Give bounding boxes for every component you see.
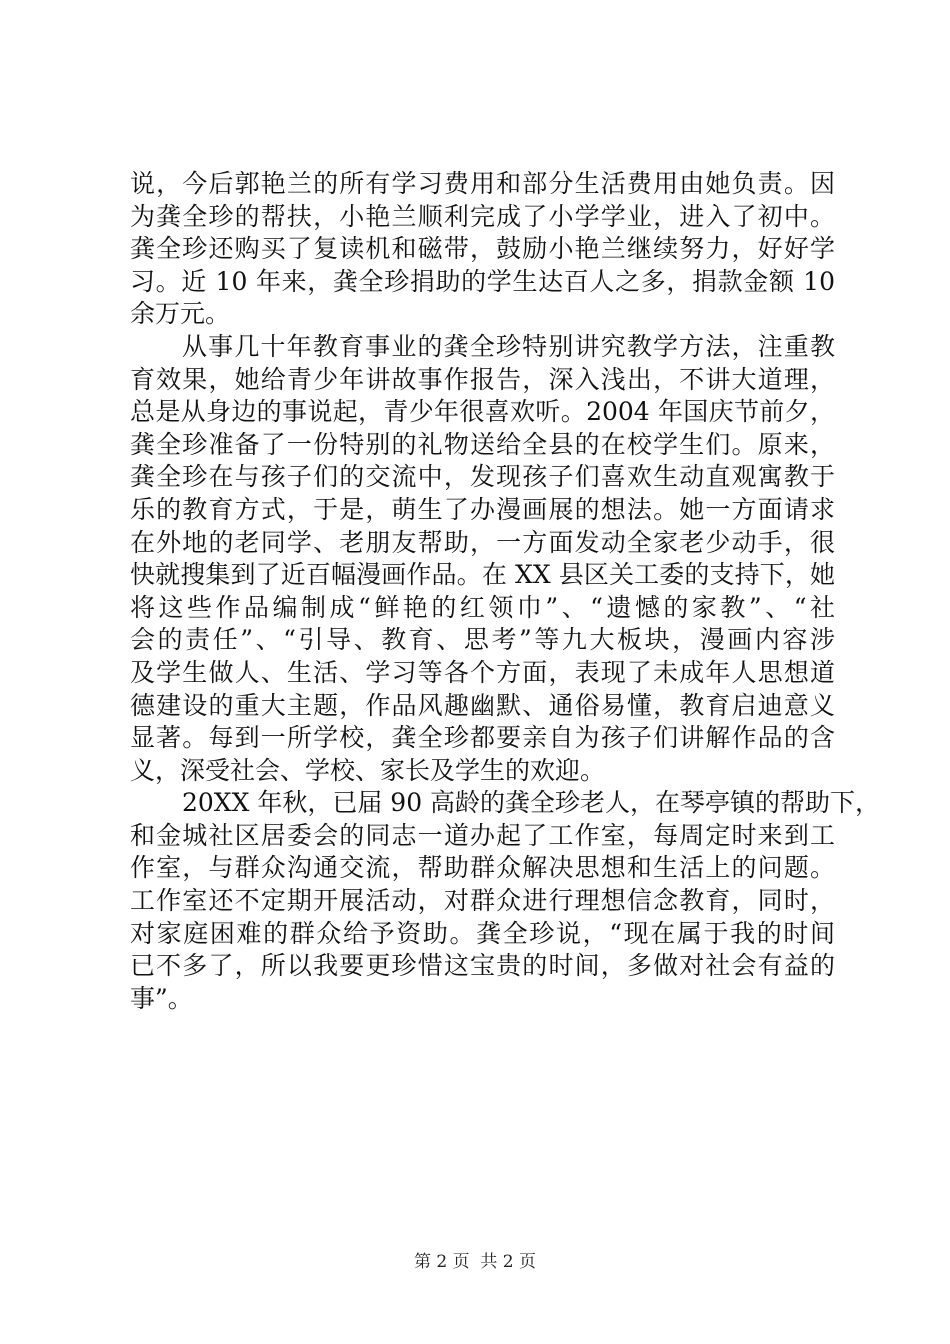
page-footer: 第 2 页 共 2 页 — [413, 1252, 537, 1272]
text-line: 20XX 年秋，已届 90 高龄的龚全珍老人，在琴亭镇的帮助下， — [182, 788, 881, 818]
text-line: 育效果，她给青少年讲故事作报告，深入浅出，不讲大道理， — [130, 364, 835, 394]
text-line: 习。近 10 年来，龚全珍捐助的学生达百人之多，捐款金额 10 — [130, 266, 835, 296]
text-line: 对家庭困难的群众给予资助。龚全珍说，“现在属于我的时间 — [130, 918, 835, 948]
text-line: 和金城社区居委会的同志一道办起了工作室，每周定时来到工 — [130, 820, 835, 850]
text-line: 余万元。 — [130, 299, 231, 329]
text-line: 及学生做人、生活、学习等各个方面，表现了未成年人思想道 — [130, 657, 835, 687]
text-line: 从事几十年教育事业的龚全珍特别讲究教学方法，注重教 — [182, 331, 835, 361]
text-line: 显著。每到一所学校，龚全珍都要亲自为孩子们讲解作品的含 — [130, 723, 835, 753]
paragraph — [130, 168, 835, 331]
text-line: 事”。 — [130, 983, 193, 1013]
text-line: 快就搜集到了近百幅漫画作品。在 XX 县区关工委的支持下，她 — [130, 560, 835, 590]
text-line: 为龚全珍的帮扶，小艳兰顺利完成了小学学业，进入了初中。 — [130, 201, 835, 231]
text-line: 在外地的老同学、老朋友帮助，一方面发动全家老少动手，很 — [130, 527, 835, 557]
text-line: 龚全珍还购买了复读机和磁带，鼓励小艳兰继续努力，好好学 — [130, 234, 835, 264]
paragraph — [130, 331, 835, 787]
text-line: 工作室还不定期开展活动，对群众进行理想信念教育，同时， — [130, 886, 835, 916]
text-line: 会的责任”、“引导、教育、思考”等九大板块，漫画内容涉 — [130, 625, 835, 655]
text-line: 已不多了，所以我要更珍惜这宝贵的时间，多做对社会有益的 — [130, 951, 835, 981]
text-line: 乐的教育方式，于是，萌生了办漫画展的想法。她一方面请求 — [130, 494, 835, 524]
text-line: 龚全珍在与孩子们的交流中，发现孩子们喜欢生动直观寓教于 — [130, 462, 835, 492]
paragraph — [130, 787, 881, 1015]
text-line: 作室，与群众沟通交流，帮助群众解决思想和生活上的问题。 — [130, 853, 835, 883]
text-line: 龚全珍准备了一份特别的礼物送给全县的在校学生们。原来， — [130, 429, 835, 459]
text-line: 将这些作品编制成“鲜艳的红领巾”、“遗憾的家教”、“社 — [130, 592, 835, 622]
text-line: 义，深受社会、学校、家长及学生的欢迎。 — [130, 755, 606, 785]
text-line: 总是从身边的事说起，青少年很喜欢听。2004 年国庆节前夕， — [130, 397, 835, 427]
text-line: 说，今后郭艳兰的所有学习费用和部分生活费用由她负责。因 — [130, 169, 835, 198]
document-body — [130, 168, 881, 1015]
text-line: 德建设的重大主题，作品风趣幽默、通俗易懂，教育启迪意义 — [130, 690, 835, 720]
